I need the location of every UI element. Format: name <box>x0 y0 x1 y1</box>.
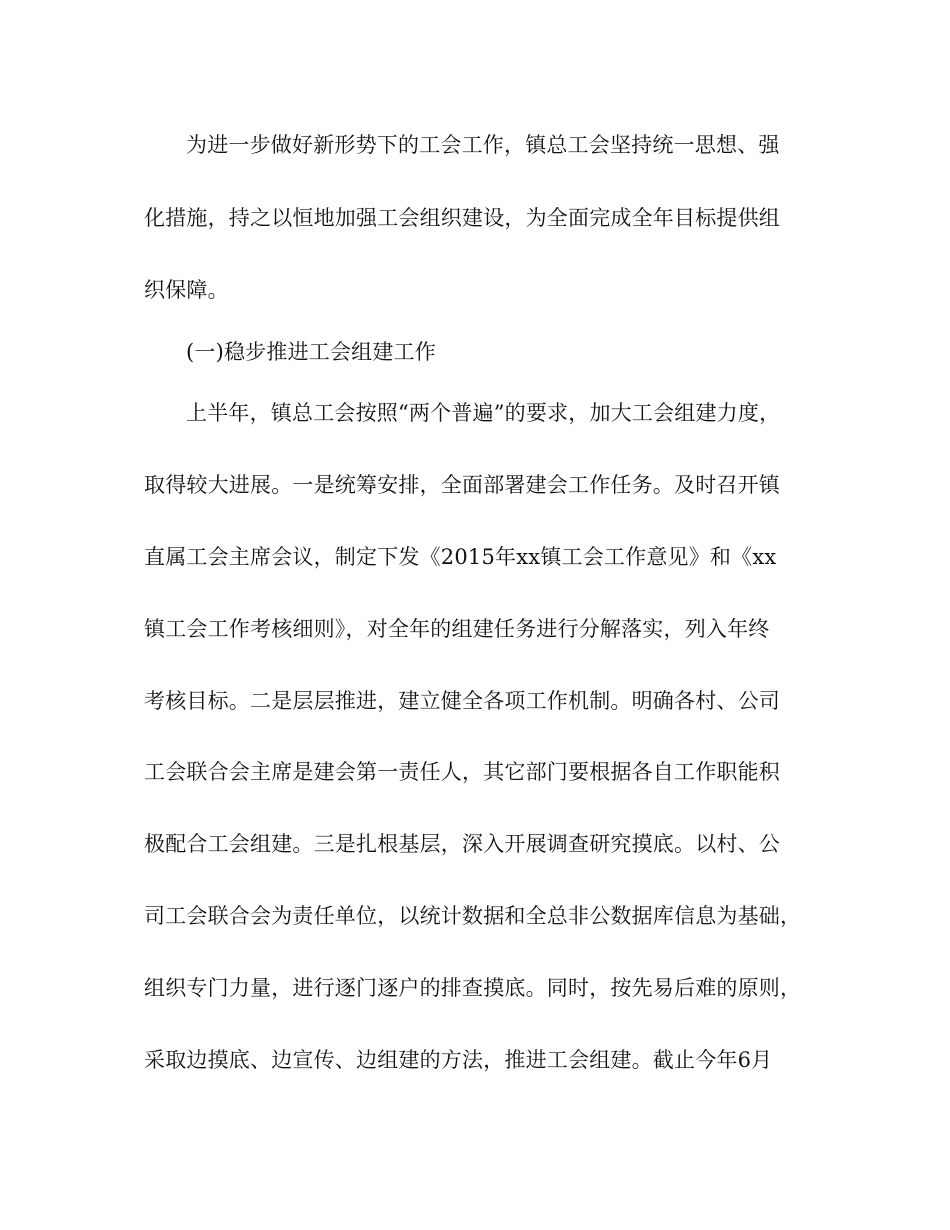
paragraph-1-line-1: 为进一步做好新形势下的工会工作，镇总工会坚持统一思想、强 <box>186 133 780 157</box>
paragraph-2-line-8: 司工会联合会为责任单位，以统计数据和全总非公数据库信息为基础， <box>144 904 802 928</box>
paragraph-1-line-2: 化措施，持之以恒地加强工会组织建设，为全面完成全年目标提供组 <box>144 206 780 230</box>
paragraph-2-line-9: 组织专门力量，进行逐门逐户的排查摸底。同时，按先易后难的原则， <box>144 976 802 1000</box>
section-heading: (一)稳步推进工会组建工作 <box>186 340 436 364</box>
paragraph-2-line-2: 取得较大进展。一是统筹安排，全面部署建会工作任务。及时召开镇 <box>144 473 780 497</box>
paragraph-1-line-3: 织保障。 <box>144 278 229 302</box>
paragraph-2-line-10: 采取边摸底、边宣传、边组建的方法，推进工会组建。截止今年6月 <box>144 1048 773 1072</box>
paragraph-2-line-7: 极配合工会组建。三是扎根基层，深入开展调查研究摸底。以村、公 <box>144 832 780 856</box>
paragraph-2-line-3: 直属工会主席会议，制定下发《2015年xx镇工会工作意见》和《xx <box>144 545 777 569</box>
paragraph-2-line-4: 镇工会工作考核细则》，对全年的组建任务进行分解落实，列入年终 <box>144 617 770 641</box>
paragraph-2-line-6: 工会联合会主席是建会第一责任人，其它部门要根据各自工作职能积 <box>144 760 780 784</box>
paragraph-2-line-5: 考核目标。二是层层推进，建立健全各项工作机制。明确各村、公司 <box>144 689 780 713</box>
paragraph-2-line-1: 上半年，镇总工会按照“两个普遍”的要求，加大工会组建力度， <box>186 401 781 425</box>
